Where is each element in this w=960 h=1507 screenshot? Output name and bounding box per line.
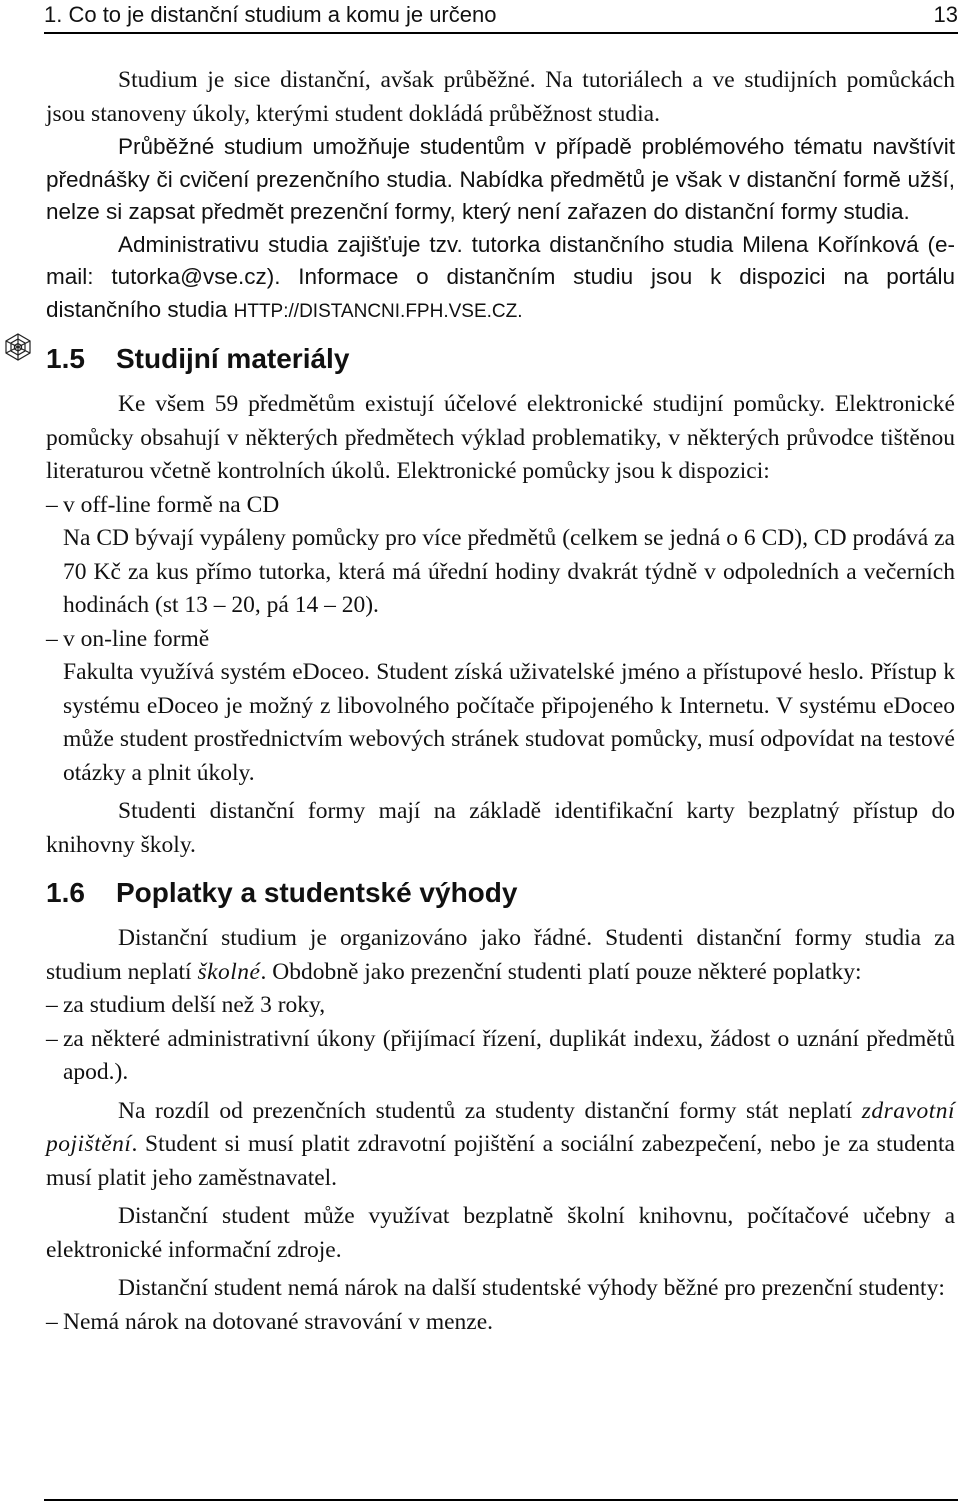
list-item-text: za studium delší než 3 roky, (63, 992, 326, 1018)
paragraph: Průběžné studium umožňuje studentům v případě problémového tématu navštívit přednášky či cvičení prezenčního studia. Nabídka předmětů je však v distanční formě užší, nelze si zapsat předmět prezenční formy, který není zařazen do distanční formy studia. (46, 134, 955, 224)
dash-bullet: – (46, 1308, 58, 1335)
section-title: Studijní materiály (116, 343, 350, 374)
emphasis: školné (197, 958, 261, 985)
list-item-text: v on-line formě (63, 625, 210, 652)
page-number: 13 (933, 2, 958, 27)
paragraph: Distanční student může využívat bezplatně školní knihovnu, počítačové učebny a elektronické informační zdroje. (46, 1203, 955, 1263)
dash-bullet: – (46, 491, 58, 518)
paragraph-text: Na rozdíl od prezenčních studentů za studenty distanční formy stát neplatí (118, 1097, 862, 1124)
paragraph (46, 922, 955, 989)
list-item-text: Nemá nárok na dotované stravování v menze. (63, 1308, 494, 1335)
paragraph (46, 1095, 955, 1196)
page-header (44, 0, 958, 34)
paragraph: Studenti distanční formy mají na základě identifikační karty bezplatný přístup do knihovny školy. (46, 798, 955, 858)
section-number: 1.5 (46, 343, 85, 374)
paragraph (46, 229, 955, 329)
list-item (46, 989, 955, 1023)
section-heading (46, 873, 955, 913)
list-item (46, 489, 955, 523)
list-item-body: Na CD bývají vypáleny pomůcky pro více předmětů (celkem se jedná o 6 CD), CD prodává za 70 Kč za kus přímo tutorka, která má úřední hodiny dvakrát týdně v odpoledních a večerních hodinách (st 13 – 20, pá 14 – 20). (63, 525, 955, 618)
dash-bullet: – (46, 625, 58, 652)
paragraph: Studium je sice distanční, avšak průběžné. Na tutoriálech a ve studijních pomůckách jsou stanoveny úkoly, kterými student dokládá průběžnost studia. (46, 67, 955, 127)
list-item (46, 623, 955, 657)
portal-link[interactable]: HTTP://DISTANCNI.FPH.VSE.CZ. (233, 300, 523, 322)
chapter-title: 1. Co to je distanční studium a komu je určeno (44, 2, 497, 27)
dash-bullet: – (46, 1025, 58, 1052)
paragraph-text: . Obdobně jako prezenční studenti platí pouze některé poplatky: (260, 958, 862, 985)
list-item (46, 1306, 955, 1340)
footer-rule (44, 1499, 958, 1501)
paragraph: Distanční student nemá nárok na další studentské výhody běžné pro prezenční studenty: (118, 1275, 945, 1301)
paragraph-text: Administrativu studia zajišťuje tzv. tutorka distančního studia Milena Kořínková (e-mail: tutorka@vse.cz). Informace o distančním studiu jsou k dispozici na portálu distančního studia (46, 231, 955, 322)
dash-bullet: – (46, 992, 58, 1018)
emphasis: zdravotní pojištění (46, 1097, 955, 1157)
section-title: Poplatky a studentské výhody (116, 877, 518, 908)
list-item-body: Fakulta využívá systém eDoceo. Student získá uživatelské jméno a přístupové heslo. Přístup k systému eDoceo je možný z libovolného počítače připojeného k Internetu. V systému eDoceo může student prostřednictvím webových stránek studovat pomůcky, musí odpovídat na testové otázky a plnit úkoly. (63, 659, 955, 786)
paragraph-text: . Student si musí platit zdravotní pojištění a sociální zabezpečení, nebo je za studenta musí platit jeho zaměstnavatel. (46, 1131, 955, 1191)
paragraph-text: Distanční studium je organizováno jako řádné. Studenti distanční formy studia za studium neplatí (46, 925, 955, 985)
list-item-text: v off-line formě na CD (63, 491, 280, 518)
web-spider-icon (3, 332, 33, 362)
section-heading (46, 339, 955, 379)
section-number: 1.6 (46, 877, 85, 908)
page-content (46, 64, 955, 1339)
list-item (46, 1023, 955, 1090)
list-item-text: za některé administrativní úkony (přijímací řízení, duplikát indexu, žádost o uznání předmětů apod.). (63, 1025, 955, 1085)
paragraph: Ke všem 59 předmětům existují účelové elektronické studijní pomůcky. Elektronické pomůcky obsahují v některých předmětech výklad problematiky, v některých průvodce tištěnou literaturou včetně kontrolních úkolů. Elektronické pomůcky jsou k dispozici: (46, 391, 955, 484)
